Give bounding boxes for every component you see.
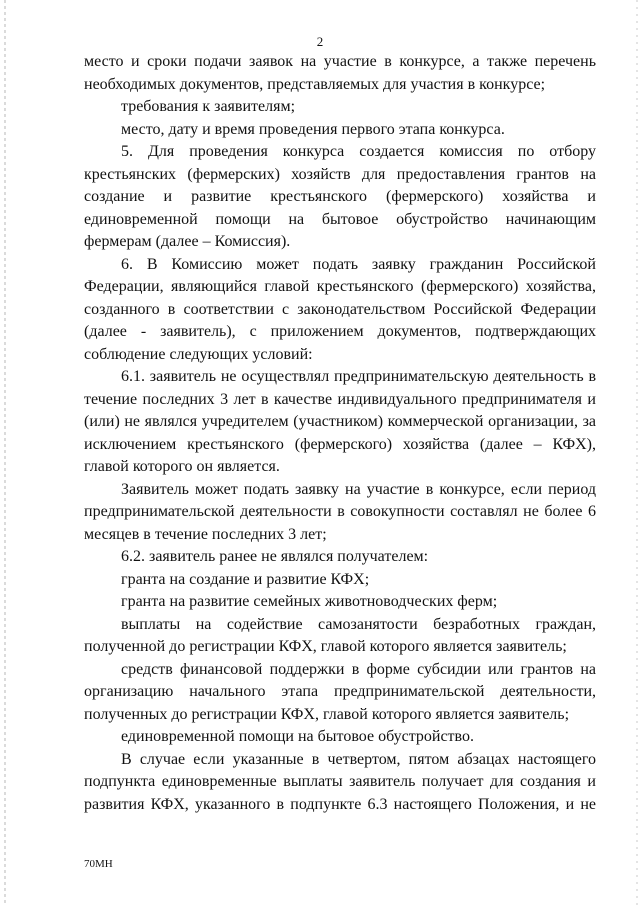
document-body xyxy=(84,51,596,816)
paragraph: место, дату и время проведения первого этапа конкурса. xyxy=(121,120,505,138)
footer-code: 70МН xyxy=(84,858,113,870)
paragraph: 6. В Комиссию может подать заявку гражданин Российской Федерации, являющийся главой крестьянского (фермерского) хозяйства, созданного в соответствии с законодательством Российской Федерации (далее - заявитель), с приложением документов, подтверждающих соблюдение следующих условий: xyxy=(84,255,596,363)
paragraph: требования к заявителям; xyxy=(121,98,296,115)
paragraph: В случае если указанные в четвертом, пятом абзацах настоящего подпункта единовременные выплаты заявитель получает для создания и развития КФХ, указанного в подпункте 6.3 настоящего Положения, и не xyxy=(84,750,596,813)
scan-edge-right xyxy=(636,0,638,905)
paragraph: 6.2. заявитель ранее не являлся получателем: xyxy=(121,548,429,565)
paragraph: 5. Для проведения конкурса создается комиссия по отбору крестьянских (фермерских) хозяйств для предоставления грантов на создание и развитие крестьянского (фермерского) хозяйства и единовременной помощи на бытовое обустройство начинающим фермерам (далее – Комиссия). xyxy=(84,143,596,250)
scan-edge-left xyxy=(4,0,6,905)
paragraph: единовременной помощи на бытовое обустройство. xyxy=(121,728,474,745)
page-number: 2 xyxy=(316,34,324,49)
paragraph: гранта на создание и развитие КФХ; xyxy=(121,570,370,588)
paragraph: 6.1. заявитель не осуществлял предпринимательскую деятельность в течение последних 3 лет в качестве индивидуального предпринимателя и (или) не являлся учредителем (участником) коммерческой организации, за исключением крестьянского (фермерского) хозяйства (далее – КФХ), главой которого он является. xyxy=(84,368,596,475)
paragraph: место и сроки подачи заявок на участие в конкурсе, а также перечень необходимых документов, представляемых для участия в конкурсе; xyxy=(84,53,596,93)
paragraph: Заявитель может подать заявку на участие в конкурсе, если период предпринимательской деятельности в совокупности составлял не более 6 месяцев в течение последних 3 лет; xyxy=(84,480,596,543)
paragraph: средств финансовой поддержки в форме субсидии или грантов на организацию начального этапа предпринимательской деятельности, полученных до регистрации КФХ, главой которого является заявитель; xyxy=(84,660,596,723)
paragraph: выплаты на содействие самозанятости безработных граждан, полученной до регистрации КФХ, главой которого является заявитель; xyxy=(84,615,596,655)
paragraph: гранта на развитие семейных животноводческих ферм; xyxy=(121,593,498,610)
